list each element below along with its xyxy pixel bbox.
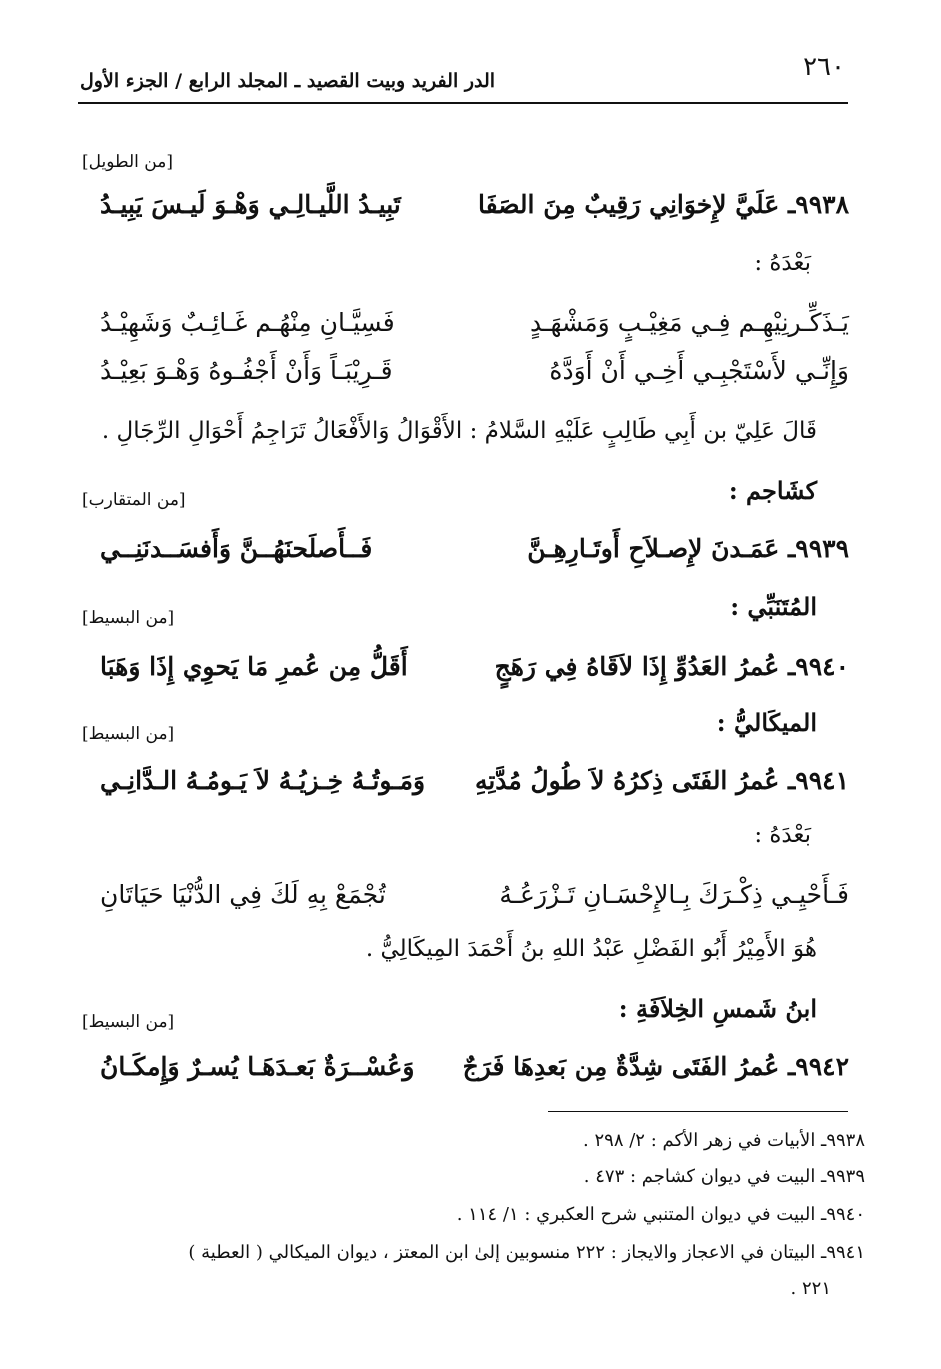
hemistich-second: أَقَلُّ مِن عُمرِ مَا يَحوِي إِذَا وَهَبَا	[100, 652, 408, 681]
footnote: ٩٩٣٨ـ الأبيات في زهر الأكم : ٢/ ٢٩٨ .	[583, 1130, 865, 1151]
meter-label: [من الطويل]	[82, 152, 173, 172]
hemistich-second: تُجْمَعْ بِهِ لَكَ فِي الدُّنْيَا حَيَاتَانِ	[100, 880, 386, 909]
hemistich-first: ٩٩٣٩ـ عَمَـدنَ لإِصـلاَحِ أَوتَـارِهِـنَّ	[527, 534, 849, 563]
verse-9941	[100, 766, 849, 812]
meter-label: [من البسيط]	[82, 608, 175, 628]
hemistich-second: فَــأَصلَحنَهُــنَّ وَأَفسَــدنَنِــي	[100, 534, 373, 563]
ba-dahu-label: بَعْدَهُ :	[754, 822, 811, 848]
hemistich-first: ٩٩٤٢ـ عُمرُ الفَتَى شِدَّةٌ مِن بَعدِهَا فَرَجٌ	[462, 1052, 849, 1081]
ba-dahu-label: بَعْدَهُ :	[754, 250, 811, 276]
hemistich-second: تَبِيـدُ اللَّيـالِـي وَهْـوَ لَيـسَ يَبِيـدُ	[100, 190, 401, 219]
meter-label: [من البسيط]	[82, 1012, 175, 1032]
quote-text: قَالَ عَلِيّ بن أَبِي طَالِبٍ عَلَيْهِ السَّلامُ : الأَقْوَالُ وَالأَفْعَالُ تَرَاجِمُ أَحْوَالِ الرِّجَالِ .	[101, 418, 817, 444]
page-number: ٢٦٠	[803, 52, 845, 82]
hemistich-first: يَـذَكِّـرنِيْهِـم فِـي مَغِيْـبٍ وَمَشْهَـدٍ	[530, 308, 849, 337]
verse-9939	[100, 534, 849, 580]
hemistich-second: فَسِيَّـانِ مِنْهُـم غَـائِـبٌ وَشَهِيْـدُ	[100, 308, 395, 337]
hemistich-first: ٩٩٤٠ـ عُمرُ العَدُوِّ إِذَا لاَقَاهُ فِي رَهَجٍ	[494, 652, 849, 681]
poet-name: كشَاجم :	[728, 476, 817, 505]
running-title: الدر الفريد وبيت القصيد ـ المجلد الرابع / الجزء الأول	[80, 70, 496, 92]
poet-name: الميكَاليُّ :	[716, 708, 817, 737]
meter-label: [من المتقارب]	[82, 490, 186, 510]
footnote-rule	[548, 1111, 848, 1112]
note-text: هُوَ الأَمِيْرُ أَبُو الفَضْلِ عَبْدُ اللهِ بنُ أَحْمَدَ المِيكَالِيُّ .	[365, 936, 817, 962]
verse-9940	[100, 652, 849, 698]
verse-line	[100, 356, 849, 402]
hemistich-second: قَـرِيْبَـاً وَأَنْ أَجْفُـوهُ وَهْـوَ بَعِيْـدُ	[100, 356, 393, 385]
meter-label: [من البسيط]	[82, 724, 175, 744]
poet-name: المُتَنَبِّي :	[730, 592, 817, 621]
footnote: ٩٩٣٩ـ البيت في ديوان كشاجم : ٤٧٣ .	[583, 1166, 865, 1187]
hemistich-first: فَـأَحْيِـي ذِكْـرَكَ بِـالإِحْسَـانِ تَـزْرَعُـهُ	[499, 880, 849, 909]
verse-9942	[100, 1052, 849, 1098]
verse-line	[100, 308, 849, 354]
verse-9938	[100, 190, 849, 236]
footnote: ٩٩٤٠ـ البيت في ديوان المتنبي شرح العكبري : ١/ ١١٤ .	[456, 1204, 865, 1225]
hemistich-second: وَمَـوتُـهُ خِـزيُـهُ لاَ يَـومُـهُ الـدَّانِـي	[100, 766, 426, 795]
footnote: ٩٩٤١ـ البيتان في الاعجاز والايجاز : ٢٢٢ منسوبين إلىٰ ابن المعتز ، ديوان الميكالي ( العطية )	[188, 1242, 865, 1263]
hemistich-first: ٩٩٣٨ـ عَلَيَّ لإِخوَانِي رَقِيبٌ مِنَ الصَفَا	[477, 190, 849, 219]
verse-line	[100, 880, 849, 926]
hemistich-first: وَإِنِّـي لأَسْتَجْبِـي أَخِـي أَنْ أَوَدَّهُ	[549, 356, 849, 385]
hemistich-second: وَعُسْــرَةٌ بَعـدَهَـا يُسـرٌ وَإِمكَـانُ	[100, 1052, 415, 1081]
header-rule	[78, 102, 848, 104]
poet-name: ابنُ شَمسِ الخِلاَفَةِ :	[618, 994, 817, 1023]
footnote-continuation: ٢٢١ .	[790, 1278, 831, 1299]
hemistich-first: ٩٩٤١ـ عُمرُ الفَتَى ذِكرُهُ لاَ طُولُ مُدَّتِهِ	[474, 766, 849, 795]
